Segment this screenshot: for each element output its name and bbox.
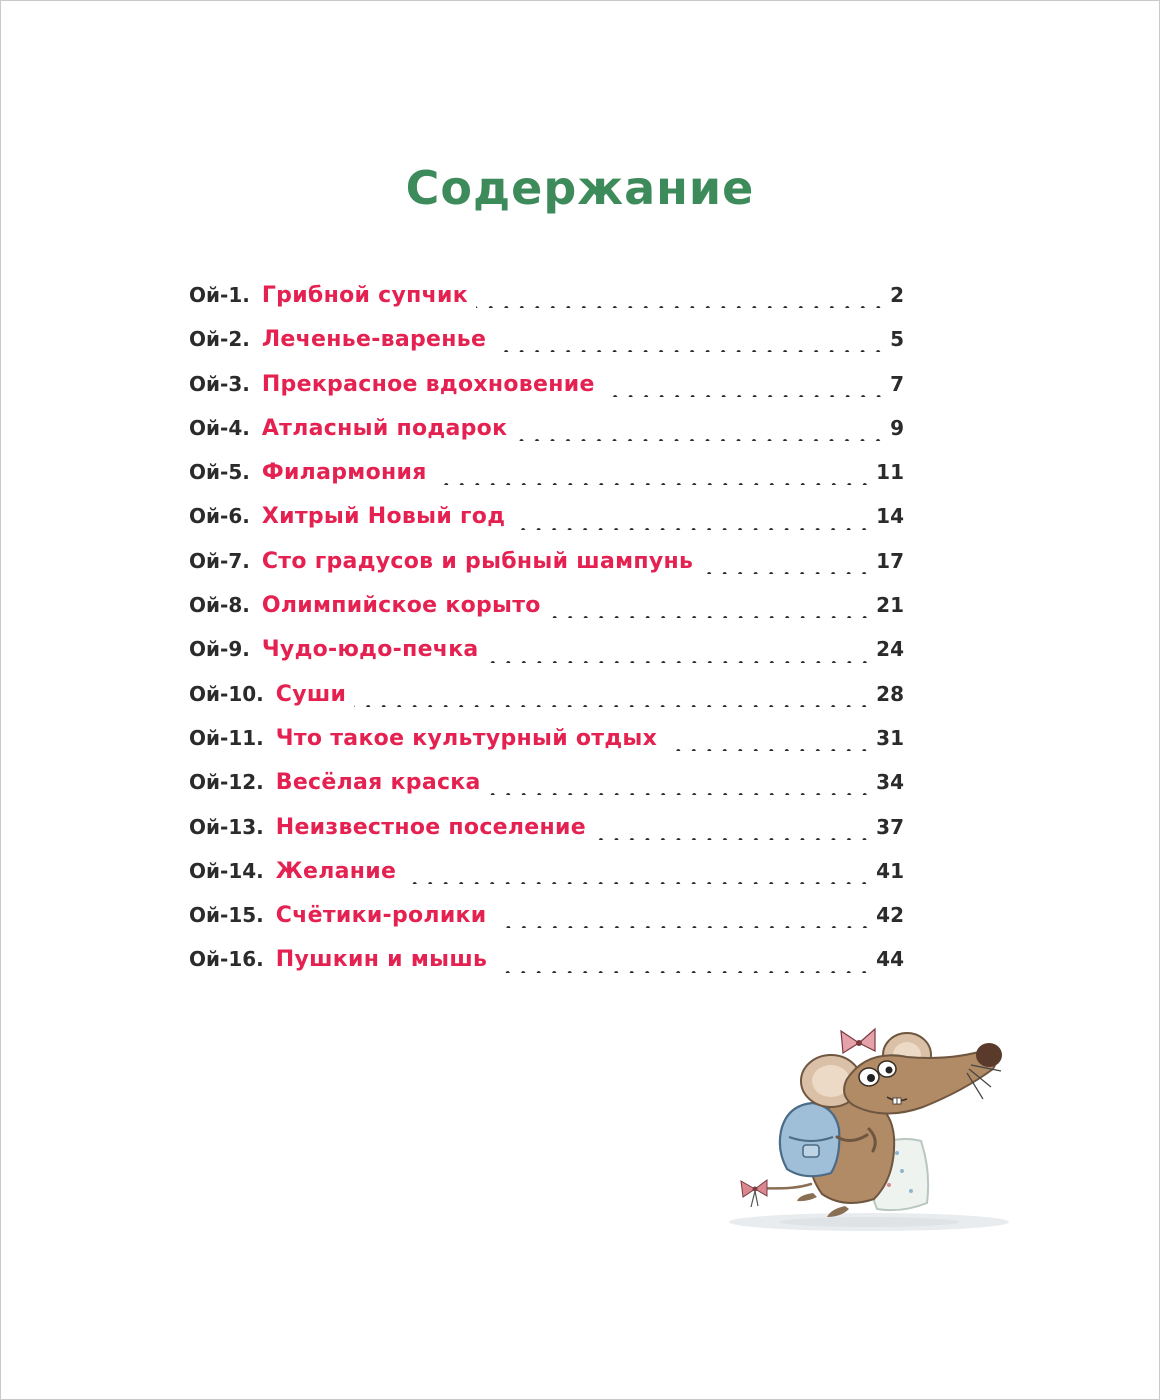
chapter-title[interactable]: Желание — [275, 858, 397, 884]
toc-entry[interactable] — [189, 317, 904, 361]
toc-entry[interactable] — [189, 716, 904, 760]
chapter-title[interactable]: Прекрасное вдохновение — [261, 371, 595, 397]
page-number: 2 — [890, 283, 904, 307]
chapter-title[interactable]: Суши — [275, 681, 347, 707]
chapter-number: Ой-6. — [189, 504, 250, 529]
chapter-title[interactable]: Чудо-юдо-печка — [261, 637, 479, 663]
chapter-title[interactable]: Леченье-варенье — [261, 327, 487, 353]
page-number: 7 — [890, 371, 904, 396]
page-number: 37 — [876, 814, 904, 839]
chapter-number: Ой-4. — [189, 415, 250, 440]
page-number: 44 — [876, 947, 904, 972]
toc-entry[interactable] — [189, 849, 904, 893]
chapter-number: Ой-13. — [189, 814, 264, 839]
page-number: 9 — [890, 415, 904, 440]
page-number: 28 — [876, 681, 904, 706]
page-number: 24 — [876, 637, 904, 662]
chapter-title[interactable]: Неизвестное поселение — [275, 814, 586, 840]
page-number: 14 — [876, 504, 904, 529]
chapter-title[interactable]: Филармония — [261, 460, 427, 486]
chapter-number: Ой-16. — [189, 947, 264, 972]
toc-entry[interactable] — [189, 805, 904, 849]
chapter-title[interactable]: Олимпийское корыто — [261, 593, 541, 619]
chapter-number: Ой-1. — [189, 283, 250, 307]
dot-leader — [701, 560, 872, 574]
table-of-contents — [189, 273, 904, 982]
chapter-number: Ой-10. — [189, 681, 264, 706]
page-number: 34 — [876, 770, 904, 795]
chapter-number: Ой-9. — [189, 637, 250, 662]
chapter-title[interactable]: Атласный подарок — [261, 415, 508, 441]
toc-entry[interactable] — [189, 539, 904, 583]
page-title: Содержание — [405, 161, 755, 215]
chapter-number: Ой-15. — [189, 903, 264, 928]
chapter-title[interactable]: Сто градусов и рыбный шампунь — [261, 548, 694, 574]
dot-leader — [549, 604, 872, 618]
chapter-number: Ой-5. — [189, 460, 250, 485]
dot-leader — [435, 471, 873, 485]
toc-entry[interactable] — [189, 450, 904, 494]
chapter-title[interactable]: Пушкин и мышь — [275, 947, 488, 973]
dot-leader — [494, 338, 886, 352]
mouse-illustration-icon — [719, 1019, 1019, 1244]
toc-entry[interactable] — [189, 937, 904, 981]
dot-leader — [515, 427, 886, 441]
chapter-title[interactable]: Весёлая краска — [275, 770, 481, 796]
dot-leader — [404, 870, 872, 884]
toc-entry[interactable] — [189, 494, 904, 538]
dot-leader — [603, 383, 886, 397]
toc-entry[interactable] — [189, 760, 904, 804]
toc-entry[interactable] — [189, 627, 904, 671]
page-number: 17 — [876, 548, 904, 573]
dot-leader — [476, 294, 886, 308]
chapter-title[interactable]: Что такое культурный отдых — [275, 725, 658, 751]
dot-leader — [594, 826, 872, 840]
page-number: 11 — [876, 460, 904, 485]
page-number: 5 — [890, 327, 904, 352]
page-number: 42 — [876, 903, 904, 928]
chapter-number: Ой-7. — [189, 548, 250, 573]
dot-leader — [487, 649, 873, 663]
chapter-title[interactable]: Грибной супчик — [261, 283, 469, 308]
toc-entry[interactable] — [189, 583, 904, 627]
dot-leader — [513, 516, 872, 530]
toc-entry[interactable] — [189, 672, 904, 716]
chapter-number: Ой-12. — [189, 770, 264, 795]
dot-leader — [495, 959, 872, 973]
page-number: 31 — [876, 725, 904, 750]
dot-leader — [495, 914, 873, 928]
chapter-number: Ой-8. — [189, 593, 250, 618]
chapter-number: Ой-14. — [189, 858, 264, 883]
dot-leader — [354, 693, 872, 707]
toc-entry[interactable] — [189, 893, 904, 937]
chapter-title[interactable]: Счётики-ролики — [275, 903, 487, 929]
toc-entry[interactable] — [189, 362, 904, 406]
page-number: 21 — [876, 593, 904, 618]
page-number: 41 — [876, 858, 904, 883]
dot-leader — [489, 781, 872, 795]
chapter-number: Ой-3. — [189, 371, 250, 396]
chapter-number: Ой-11. — [189, 725, 264, 750]
chapter-title[interactable]: Хитрый Новый год — [261, 504, 506, 530]
dot-leader — [665, 737, 872, 751]
chapter-number: Ой-2. — [189, 327, 250, 352]
toc-entry[interactable] — [189, 273, 904, 317]
toc-entry[interactable] — [189, 406, 904, 450]
